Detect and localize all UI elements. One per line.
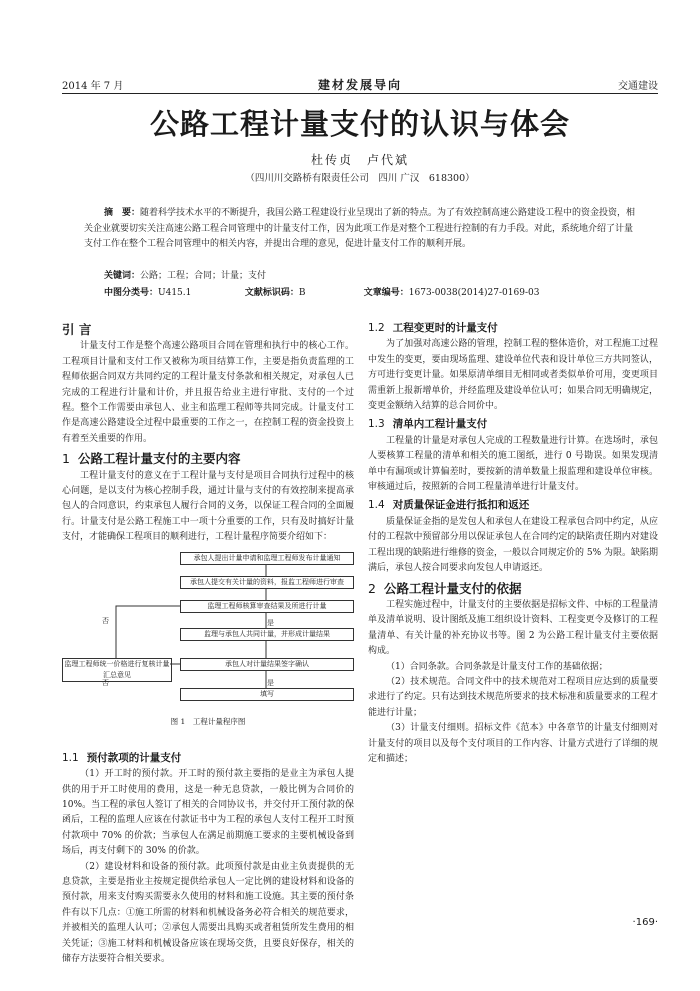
flow-box-6: 填写 xyxy=(180,688,354,701)
sec1-4-num: 1.4 xyxy=(368,499,385,512)
sec1-text: 工程计量支付的意义在于工程计量与支付是项目合同执行过程中的核心问题，是以支付为核心控制手段，通过计量与支付的有效控制来提高承包人的合同意识，约束承包人履行合同的义务，以保证工程合同的全面履行。计量支付是公路工程施工中一项十分重要的工作，只有及时搞好计量支付，才能确保工程项目的顺利进行，工程计量程序简要介绍如下： xyxy=(62,470,354,543)
abstract-text: 随着科学技术水平的不断提升，我国公路工程建设行业呈现出了新的特点。为了有效控制高速公路建设工程中的资金投资，相关企业就要切实关注高速公路工程合同管理中的计量支付工作，因为此项工作是对整个工程进行控制的有力手段。对此，系统地介绍了计量支付工作在整个工程合同管理中的相关内容，并提出合理的意见，促进计量支付工作的顺利开展。 xyxy=(84,208,636,249)
sec1-1-title: 预付款项的计量支付 xyxy=(86,751,182,764)
sec1-heading xyxy=(62,451,354,466)
sec1-1-p1: （1）开工时的预付款。开工时的预付款主要指的是业主为承包人提供的用于开工时使用的费用，这是一种无息贷款，一般比例为合同价的 10%。当工程的承包人签订了相关的合同协议书，并交付开工预付款的保函后，工程的监理人应该在付款证书中为工程的承包人支付工程开工时预付款项中 70% 的价款；当承包人在满足前期施工要求的主要机械设备到场后，再支付剩下的 30% 的价款。 xyxy=(62,769,354,857)
sec1-3-heading xyxy=(368,417,658,432)
flowchart-figure xyxy=(62,550,354,748)
flow-connectors xyxy=(62,550,354,710)
classification-line xyxy=(104,285,644,298)
sec2-p1: 工程实施过程中，计量支付的主要依据是招标文件、中标的工程量清单及清单说明、设计图纸及施工组织设计资料、工程变更令及修订的工程量清单、有关计量的补充协议书等。图 2 为公路工程计量支付主要依据构成。 xyxy=(368,599,658,657)
clc-value: U415.1 xyxy=(158,288,192,298)
page-number: ·169· xyxy=(632,917,658,928)
flow-box-5: 承包人对计量结果签字确认 xyxy=(180,658,354,671)
header-section: 交通建设 xyxy=(618,81,658,92)
article-no-label: 文章编号： xyxy=(363,288,409,298)
sec2-p4: （3）计量支付细则。招标文件《范本》中各章节的计量支付细则对计量支付的项目以及每个支付项目的工作内容、计量方式进行了详细的规定和描述； xyxy=(368,723,658,764)
authors: 杜传贞 卢代斌 xyxy=(310,153,409,167)
keywords xyxy=(104,268,266,281)
sec1-4-text: 质量保证金指的是发包人和承包人在建设工程承包合同中约定，从应付的工程款中预留部分用以保证承包人在合同约定的缺陷责任期内对建设工程出现的缺陷进行维修的资金，一般以合同规定价的 5% 为限。缺陷期满后，承包人按合同要求向发包人申请返还。 xyxy=(368,516,659,574)
keywords-label: 关键词： xyxy=(104,271,141,281)
sec1-2-heading xyxy=(368,321,658,336)
sec1-1-p2: （2）建设材料和设备的预付款。此项预付款是由业主负责提供的无息贷款，主要是指业主按规定提供给承包人一定比例的建设材料和设备的预付款，用来支付购买需要永久使用的材料和施工设施。其主要的预付条件有以下几点：①施工所需的材料和机械设备务必符合相关的规范要求，并被相关的监理人认可；②承包人需要出具购买或者租赁所发生费用的相关凭证；③施工材料和机械设备应该在现场交货，且要良好保存，相关的储存方法要符合相关要求。 xyxy=(62,861,354,964)
flow-box-2: 承包人提交有关计量的资料，报监工程师进行审查 xyxy=(180,576,354,589)
intro-heading: 引 言 xyxy=(62,322,92,337)
clc-label: 中图分类号： xyxy=(104,288,159,298)
sec1-3-num: 1.3 xyxy=(368,418,385,431)
header-journal: 建材发展导向 xyxy=(317,78,402,92)
sec1-num: 1 xyxy=(62,451,70,467)
header-rule xyxy=(62,93,658,94)
intro-text: 计量支付工作是整个高速公路项目合同在管理和执行中的核心工作。工程项目计量和支付工作又被称为项目结算工作，主要是指负责监理的工程师依据合同双方共同约定的工程计量支付条款和相关规定，对承包人已完成的工程进行计量和计价，并且报告给业主进行审批、支付的一个过程。整个工作需要由承包人、业主和监理工程师等共同完成。计量支付工作是高速公路建设全过程中最重要的工作之一，在控制工程的资金投资上有着至关重要的作用。 xyxy=(62,341,354,444)
figure-caption: 图 1 工程计量程序图 xyxy=(170,716,246,726)
sec2-heading xyxy=(368,581,658,596)
header-date: 2014 年 7 月 xyxy=(62,81,124,92)
sec1-title: 公路工程计量支付的主要内容 xyxy=(77,451,241,467)
sec2-p3: （2）技术规范。合同文件中的技术规范对工程项目应达到的质量要求进行了约定。只有达到技术规范所要求的技术标准和质量要求的工程才能进行计量； xyxy=(368,676,658,718)
flow-label-no-1: 否 xyxy=(102,616,109,625)
doc-label: 文献标识码： xyxy=(244,288,299,298)
sec1-1-num: 1.1 xyxy=(62,751,79,764)
sec2-p2: （1）合同条款。合同条款是计量支付工作的基础依据； xyxy=(386,661,608,672)
sec1-2-title: 工程变更时的计量支付 xyxy=(392,322,498,334)
sec2-title: 公路工程计量支付的依据 xyxy=(383,580,522,596)
flow-box-3: 监理工程师核算审查结果及所进行计量 xyxy=(180,600,354,613)
sec1-4-heading xyxy=(368,498,658,513)
sec1-2-num: 1.2 xyxy=(368,322,385,334)
affiliation: （四川川交路桥有限责任公司 四川 广汉 618300） xyxy=(245,173,475,184)
sec2-num: 2 xyxy=(368,580,376,596)
sec1-3-text: 工程量的计量是对承包人完成的工程数量进行计算。在选场时，承包人要核算工程量的清单和相关的施工图纸，进行 0 号勘误。如果发现清单中有漏项或计算偏差时，要按新的清单数量上报监理和建设单位审核。审核通过后，按照新的合同工程量清单进行计量支付。 xyxy=(368,435,658,493)
abstract xyxy=(84,206,640,253)
article-no-value: 1673-0038(2014)27-0169-03 xyxy=(408,288,540,298)
sec1-1-heading xyxy=(62,751,354,766)
flow-label-no-2: 否 xyxy=(102,678,109,687)
right-column xyxy=(368,318,658,767)
keywords-text: 公路；工程；合同；计量；支付 xyxy=(140,271,267,281)
abstract-label: 摘 要： xyxy=(104,208,141,218)
running-header xyxy=(62,77,658,93)
flow-label-yes-2: 是 xyxy=(267,678,274,687)
doc-value: B xyxy=(298,288,306,298)
sec1-3-title: 清单内工程计量支付 xyxy=(392,418,488,431)
sec1-4-title: 对质量保证金进行抵扣和返还 xyxy=(392,499,530,512)
flow-label-yes-1: 是 xyxy=(267,618,274,627)
left-column xyxy=(62,318,354,967)
flow-box-1: 承包人提出计量申请和监理工程师发布计量通知 xyxy=(180,552,354,565)
flow-box-4: 监理与承包人共同计量，并形成计量结果 xyxy=(180,628,354,641)
sec1-2-text: 为了加强对高速公路的管理，控制工程的整体造价，对工程施工过程中发生的变更，要由现场监理、建设单位代表和设计单位三方共同签认，方可进行变更计量。如果原清单细目无相同或者类似单价可用，变更项目需重新上报新增单价，并经监理及建设单位认可；如果合同无明确规定，变更金额纳入结算的总合同价中。 xyxy=(368,339,658,412)
article-title: 公路工程计量支付的认识与体会 xyxy=(149,107,570,141)
flow-side-box: 监理工程师统一价格进行复核计量汇总意见 xyxy=(62,658,172,682)
